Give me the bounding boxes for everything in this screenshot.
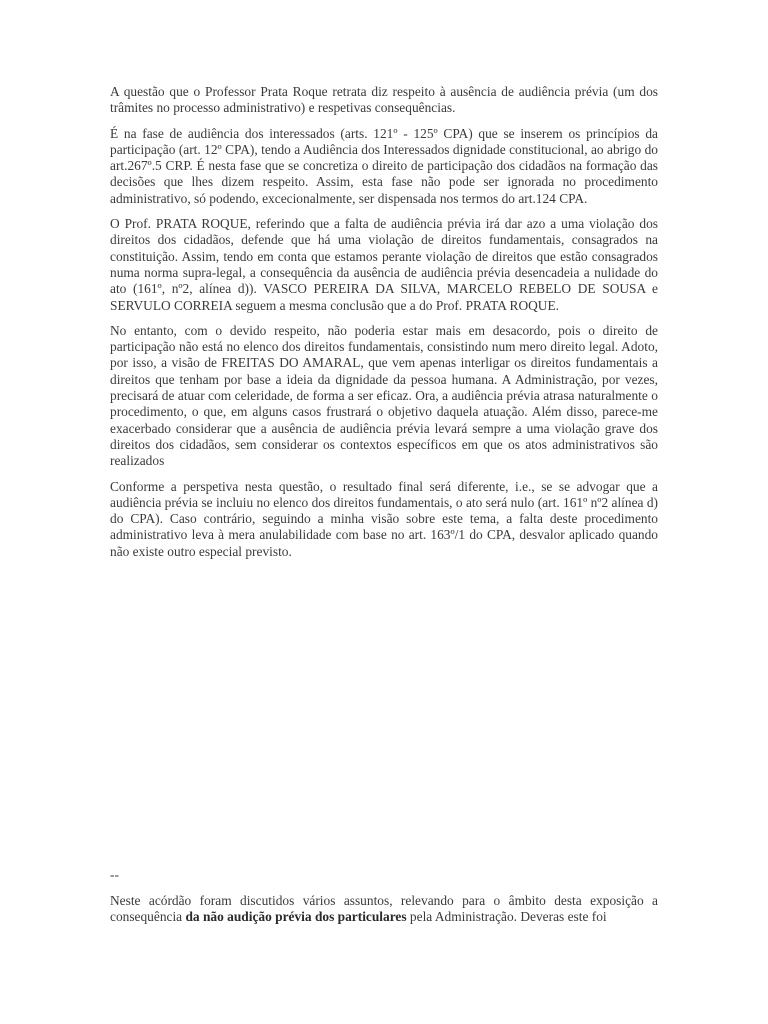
paragraph-5: Conforme a perspetiva nesta questão, o resultado final será diferente, i.e., se se advogar que a audiência prévia se incluiu no elenco dos direitos fundamentais, o ato será nulo (art. 161º nº2 alínea d) do CPA). Caso contrário, seguindo a minha visão sobre este tema, a falta deste procedimento administrativo leva à mera anulabilidade com base no art. 163º/1 do CPA, desvalor aplicado quando não existe outro especial previsto. [110, 478, 658, 559]
final-paragraph-text-end: pela Administração. Deveras este foi [406, 909, 607, 925]
paragraph-2: É na fase de audiência dos interessados (arts. 121º - 125º CPA) que se inserem os princípios da participação (art. 12º CPA), tendo a Audiência dos Interessados dignidade constitucional, ao abrigo do art.267º.5 CRP. É nesta fase que se concretiza o direito de participação dos cidadãos na formação das decisões que lhes dizem respeito. Assim, esta fase não pode ser ignorada no procedimento administrativo, só podendo, excecionalmente, ser dispensada nos termos do art.124 CPA. [110, 125, 658, 206]
paragraph-1: A questão que o Professor Prata Roque retrata diz respeito à ausência de audiência prévia (um dos trâmites no processo administrativo) e respetivas consequências. [110, 84, 658, 116]
paragraph-3: O Prof. PRATA ROQUE, referindo que a falta de audiência prévia irá dar azo a uma violação dos direitos dos cidadãos, defende que há uma violação de direitos fundamentais, consagrados na constituição. Assim, tendo em conta que estamos perante violação de direitos que estão consagrados numa norma supra-legal, a consequência da ausência de audiência prévia desencadeia a nulidade do ato (161º, nº2, alínea d)). VASCO PEREIRA DA SILVA, MARCELO REBELO DE SOUSA e SERVULO CORREIA seguem a mesma conclusão que a do Prof. PRATA ROQUE. [110, 216, 658, 313]
final-paragraph [110, 893, 658, 926]
document-page [110, 84, 658, 1024]
final-paragraph-bold-phrase: da não audição prévia dos particulares [185, 909, 407, 925]
paragraph-4: No entanto, com o devido respeito, não poderia estar mais em desacordo, pois o direito de participação não está no elenco dos direitos fundamentais, consistindo num mero direito legal. Adoto, por isso, a visão de FREITAS DO AMARAL, que vem apenas interligar os direitos fundamentais a direitos que tenham por base a ideia da dignidade da pessoa humana. A Administração, por vezes, precisará de atuar com celeridade, de forma a ser eficaz. Ora, a audiência prévia atrasa naturalmente o procedimento, o que, em alguns casos frustrará o objetivo daquela atuação. Além disso, parece-me exacerbado considerar que a ausência de audiência prévia levará sempre a uma violação grave dos direitos dos cidadãos, sem considerar os contextos específicos em que os atos administrativos são realizados [110, 322, 658, 469]
final-paragraph-text-start: Neste acórdão foram discutidos vários assuntos, relevando para o âmbito desta exposição a consequência [110, 893, 658, 925]
section-separator: -- [110, 867, 119, 882]
